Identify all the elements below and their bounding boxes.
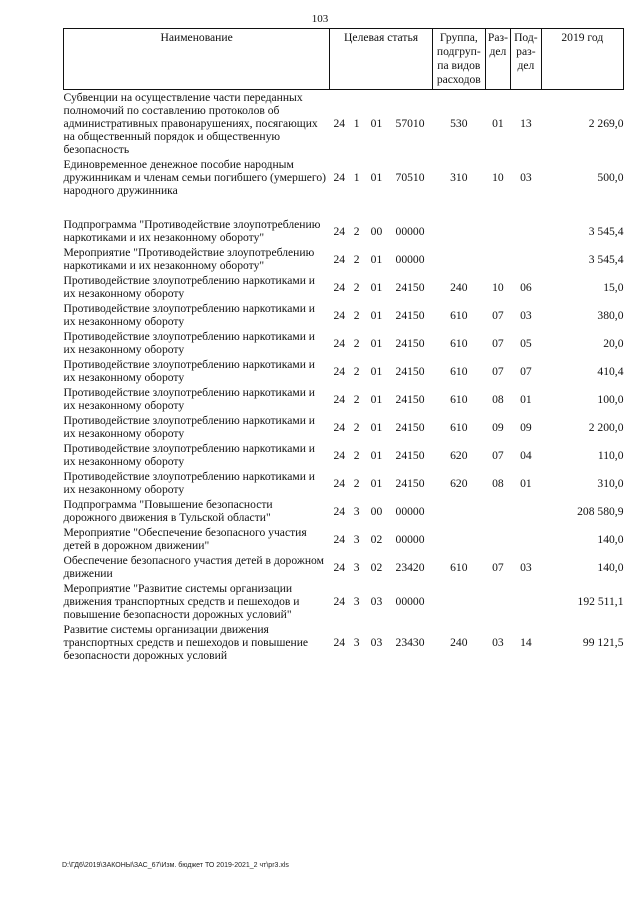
row-code-subprogram: 3 [353,532,360,546]
row-amount: 15,0 [603,280,624,294]
table-row [64,273,624,301]
row-code-measure: 00 [370,224,383,238]
row-code-program: 24 [333,636,346,649]
row-name: Подпрограмма "Противодействие злоупотреблению наркотиками и их незаконному обороту" [63,218,321,244]
row-expense-group: 240 [450,636,468,649]
row-name: Мероприятие "Противодействие злоупотреблению наркотиками и их незаконному обороту" [63,246,315,272]
row-section [485,217,510,245]
row-name: Противодействие злоупотреблению наркотиками и их незаконному обороту [63,414,316,440]
row-code-subprogram: 1 [353,171,360,184]
row-expense-group: 610 [450,392,468,406]
row-code-measure: 01 [370,476,383,490]
row-code-measure: 00 [370,504,383,518]
row-code-measure: 01 [370,117,383,130]
row-code-direction: 00000 [395,504,425,518]
row-code-direction: 23420 [395,560,425,574]
row-amount: 500,0 [597,171,624,184]
row-section: 07 [492,448,504,462]
row-amount: 380,0 [597,308,624,322]
row-subsection [511,217,541,245]
row-name: Противодействие злоупотреблению наркотиками и их незаконному обороту [63,302,316,328]
row-subsection: 13 [520,117,532,130]
row-section: 10 [492,171,504,184]
row-code-direction: 00000 [395,532,425,546]
row-subsection: 01 [520,476,532,490]
row-subsection [511,245,541,273]
row-name: Обеспечение безопасного участия детей в дорожном движении [63,554,324,580]
row-code-program: 24 [333,420,346,434]
row-code-direction: 24150 [395,448,425,462]
row-section [485,581,510,622]
row-expense-group [432,497,485,525]
row-code-measure: 02 [370,560,383,574]
row-code-subprogram: 2 [353,392,360,406]
page-number: 103 [311,13,329,25]
row-expense-group: 620 [450,448,468,462]
row-code-program: 24 [333,560,346,574]
header-name: Наименование [64,29,330,90]
row-subsection: 01 [520,392,532,406]
row-subsection: 03 [520,560,532,574]
row-code-subprogram: 2 [353,280,360,294]
row-subsection: 06 [520,280,532,294]
row-code-measure: 01 [370,392,383,406]
header-subsection: Под- раз- дел [511,29,541,90]
row-code-subprogram: 1 [353,117,360,130]
row-code-program: 24 [333,392,346,406]
row-code-direction: 24150 [395,336,425,350]
row-code-direction: 24150 [395,392,425,406]
row-code-direction: 24150 [395,308,425,322]
row-subsection: 09 [520,420,532,434]
header-target-article: Целевая статья [330,29,433,90]
table-row [64,357,624,385]
table-row [64,497,624,525]
row-code-direction: 24150 [395,280,425,294]
row-code-measure: 01 [370,336,383,350]
row-code-direction: 70510 [395,171,425,184]
row-subsection: 05 [520,336,532,350]
row-amount: 310,0 [597,476,624,490]
row-code-subprogram: 2 [353,224,360,238]
row-name: Противодействие злоупотреблению наркотиками и их незаконному обороту [63,330,316,356]
row-code-subprogram: 3 [353,504,360,518]
row-code-measure: 01 [370,364,383,378]
row-amount: 192 511,1 [577,595,624,608]
row-code-program: 24 [333,308,346,322]
row-code-subprogram: 2 [353,476,360,490]
row-name: Противодействие злоупотреблению наркотиками и их незаконному обороту [63,386,316,412]
row-section: 03 [492,636,504,649]
table-row [64,217,624,245]
row-section: 08 [492,476,504,490]
row-subsection: 14 [520,636,532,649]
row-code-direction: 00000 [395,252,425,266]
row-section [485,245,510,273]
table-row [64,441,624,469]
row-code-program: 24 [333,595,346,608]
row-code-measure: 01 [370,448,383,462]
row-code-measure: 01 [370,308,383,322]
table-row [64,301,624,329]
row-code-measure: 02 [370,532,383,546]
table-row [64,90,624,158]
header-expense-group: Группа, подгруп- па видов расходов [432,29,485,90]
row-code-direction: 23430 [395,636,425,649]
row-expense-group: 610 [450,308,468,322]
row-code-program: 24 [333,532,346,546]
table-header-row [64,29,624,90]
row-expense-group: 240 [450,280,468,294]
row-subsection: 07 [520,364,532,378]
table-row [64,157,624,198]
table-row [64,622,624,663]
row-name: Противодействие злоупотреблению наркотиками и их незаконному обороту [63,442,316,468]
row-subsection: 03 [520,308,532,322]
row-name: Противодействие злоупотреблению наркотиками и их незаконному обороту [63,358,316,384]
row-name: Противодействие злоупотреблению наркотиками и их незаконному обороту [63,470,316,496]
row-code-subprogram: 3 [353,560,360,574]
row-code-subprogram: 3 [353,636,360,649]
row-code-program: 24 [333,280,346,294]
row-code-subprogram: 2 [353,364,360,378]
row-code-direction: 24150 [395,364,425,378]
row-section: 07 [492,560,504,574]
row-expense-group: 610 [450,560,468,574]
row-amount: 3 545,4 [588,224,624,238]
row-subsection: 03 [520,171,532,184]
row-amount: 100,0 [597,392,624,406]
row-section: 01 [492,117,504,130]
row-code-direction: 57010 [395,117,425,130]
row-name: Единовременное денежное пособие народным дружинникам и членам семьи погибшего (умершего) народного дружинника [63,158,327,197]
row-amount: 208 580,9 [577,504,624,518]
row-expense-group [432,217,485,245]
row-name: Субвенции на осуществление части переданных полномочий по составлению протоколов об административных правонарушениях, посягающих на общественный порядок и общественную безопасность [63,91,318,156]
budget-table [63,28,624,663]
row-code-program: 24 [333,364,346,378]
row-subsection [511,497,541,525]
row-code-subprogram: 3 [353,595,360,608]
row-code-direction: 00000 [395,595,425,608]
row-code-subprogram: 2 [353,448,360,462]
row-section: 08 [492,392,504,406]
row-code-program: 24 [333,117,346,130]
row-name: Развитие системы организации движения транспортных средств и пешеходов и повышение безопасности дорожных условий [63,623,309,662]
row-code-subprogram: 2 [353,336,360,350]
row-name: Подпрограмма "Повышение безопасности дорожного движения в Тульской области" [63,498,273,524]
row-section: 10 [492,280,504,294]
row-code-measure: 03 [370,595,383,608]
row-expense-group: 620 [450,476,468,490]
row-amount: 99 121,5 [582,636,624,649]
row-amount: 2 200,0 [588,420,624,434]
row-amount: 140,0 [597,560,624,574]
row-code-direction: 24150 [395,420,425,434]
row-code-measure: 01 [370,420,383,434]
row-name: Мероприятие "Обеспечение безопасного участия детей в дорожном движении" [63,526,307,552]
file-path-footer: D:\ГД6\2019\ЗАКОНЫ\ЗАС_67\Изм. бюджет ТО 2019-2021_2 чт\pr3.xls [62,862,289,869]
row-code-measure: 01 [370,280,383,294]
row-amount: 2 269,0 [588,117,624,130]
row-amount: 410,4 [597,364,624,378]
row-expense-group [432,581,485,622]
row-code-measure: 01 [370,252,383,266]
row-name: Мероприятие "Развитие системы организации движения транспортных средств и пешеходов и повышение безопасности дорожных условий" [63,582,300,621]
row-expense-group: 610 [450,420,468,434]
row-expense-group [432,525,485,553]
row-code-subprogram: 2 [353,252,360,266]
row-expense-group: 530 [450,117,468,130]
row-section: 07 [492,364,504,378]
table-row [64,581,624,622]
row-amount: 110,0 [597,448,624,462]
row-code-direction: 00000 [395,224,425,238]
blank-row [64,198,624,217]
table-row [64,525,624,553]
row-code-direction: 24150 [395,476,425,490]
table-body [64,90,624,664]
row-code-subprogram: 2 [353,420,360,434]
table-row [64,385,624,413]
table-row [64,553,624,581]
row-code-program: 24 [333,504,346,518]
row-amount: 140,0 [597,532,624,546]
row-subsection: 04 [520,448,532,462]
row-expense-group: 310 [450,171,468,184]
row-code-measure: 03 [370,636,383,649]
row-expense-group: 610 [450,364,468,378]
row-section [485,525,510,553]
table-row [64,469,624,497]
row-code-subprogram: 2 [353,308,360,322]
row-section: 09 [492,420,504,434]
row-section: 07 [492,308,504,322]
table-row [64,329,624,357]
row-subsection [511,581,541,622]
row-expense-group [432,245,485,273]
row-name: Противодействие злоупотреблению наркотиками и их незаконному обороту [63,274,316,300]
row-section [485,497,510,525]
header-year-2019: 2019 год [541,29,623,90]
row-code-program: 24 [333,252,346,266]
row-code-measure: 01 [370,171,383,184]
row-expense-group: 610 [450,336,468,350]
row-code-program: 24 [333,224,346,238]
table-row [64,413,624,441]
row-code-program: 24 [333,448,346,462]
row-amount: 20,0 [603,336,624,350]
table-row [64,245,624,273]
row-section: 07 [492,336,504,350]
row-code-program: 24 [333,171,346,184]
row-code-program: 24 [333,336,346,350]
row-amount: 3 545,4 [588,252,624,266]
header-section: Раз- дел [485,29,510,90]
row-subsection [511,525,541,553]
row-code-program: 24 [333,476,346,490]
